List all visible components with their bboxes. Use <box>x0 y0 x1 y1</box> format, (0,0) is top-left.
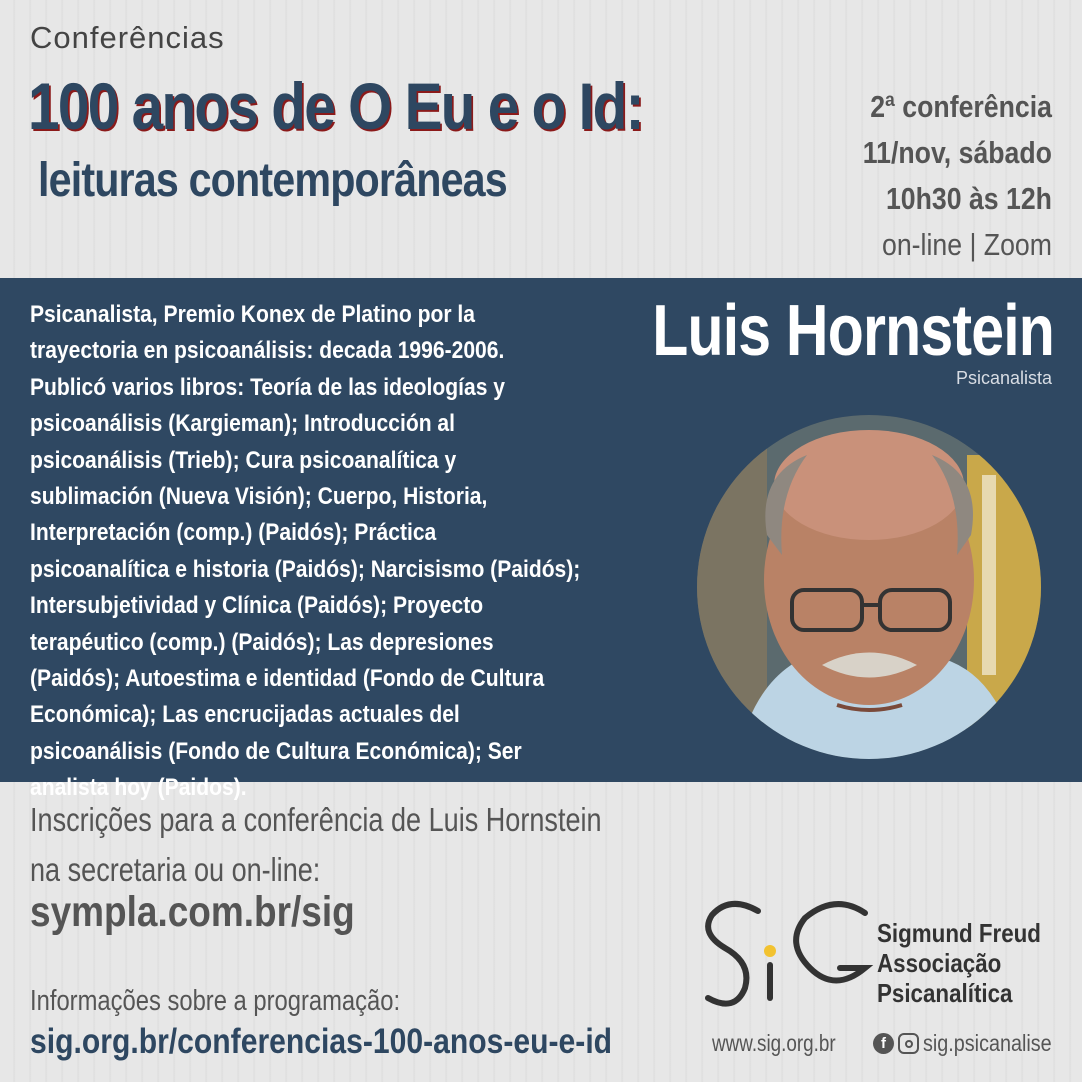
instagram-icon[interactable] <box>898 1033 919 1054</box>
registration-link[interactable]: sympla.com.br/sig <box>30 888 355 936</box>
sig-logo <box>700 893 880 1013</box>
event-subtitle: leituras contemporâneas <box>38 154 507 207</box>
registration-line-1: Inscrições para a conferência de Luis Hornstein <box>30 801 602 838</box>
organization-name-line-2: Associação <box>877 948 1002 978</box>
facebook-icon[interactable]: f <box>873 1033 894 1054</box>
registration-line-2: na secretaria ou on-line: <box>30 851 321 888</box>
social-handle[interactable]: sig.psicanalise <box>923 1030 1052 1056</box>
website-link[interactable]: www.sig.org.br <box>712 1030 836 1056</box>
speaker-name: Luis Hornstein <box>652 291 1054 371</box>
info-link[interactable]: sig.org.br/conferencias-100-anos-eu-e-id <box>30 1022 613 1061</box>
organization-name-line-3: Psicanalítica <box>877 978 1013 1008</box>
sig-logo-mark <box>700 893 880 1013</box>
event-title: 100 anos de O Eu e o Id: <box>28 69 643 143</box>
conference-details <box>832 84 1052 268</box>
conference-date: 11/nov, sábado <box>862 135 1052 170</box>
speaker-photo <box>697 415 1041 759</box>
series-label: Conferências <box>30 20 225 55</box>
conference-format: on-line | Zoom <box>882 227 1052 262</box>
organization-name-line-1: Sigmund Freud <box>877 918 1041 948</box>
speaker-role: Psicanalista <box>955 368 1052 388</box>
conference-time: 10h30 às 12h <box>885 181 1052 216</box>
organization-name <box>877 918 1041 1008</box>
speaker-bio: Psicanalista, Premio Konex de Platino por la trayectoria en psicoanálisis: decada 1996-2006. Publicó varios libros: Teoría de las ideologías y psicoanálisis (Kargieman); Introducción al psicoanálisis (Trieb); Cura psicoanalítica y sublimación (Nueva Visión); Cuerpo, Historia, Interpretación (comp.) (Paidós); Práctica psicoanalítica e historia (Paidós); Narcisismo (Paidós); Intersubjetividad y Clínica (Paidós); Proyecto terapéutico (comp.) (Paidós); Las depresiones (Paidós); Autoestima e identidad (Fondo de Cultura Económica); Las encrucijadas actuales del psicoanálisis (Fondo de Cultura Económica); Ser analista hoy (Paidos). <box>30 301 581 802</box>
portrait-illustration <box>697 415 1041 759</box>
social-links <box>873 1030 1073 1057</box>
info-label: Informações sobre a programação: <box>30 985 401 1017</box>
registration-text <box>30 795 602 895</box>
conference-number: 2ª conferência <box>870 89 1052 124</box>
